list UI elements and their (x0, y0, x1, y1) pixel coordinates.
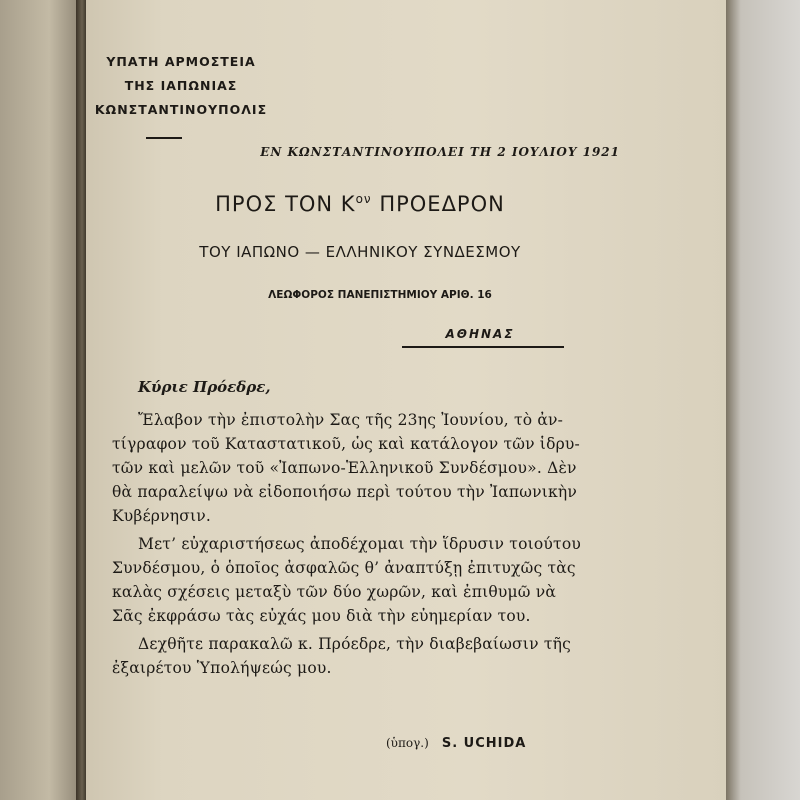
letterhead-line-2: ΤΗΣ ΙΑΠΩΝΙΑΣ (124, 78, 238, 93)
addressee-title-pre: ΠΡΟΣ ΤΟΝ Κ (215, 192, 356, 216)
addressee-title-post: ΠΡΟΕΔΡΟΝ (371, 192, 505, 216)
body-line: Συνδέσμου, ὁ ὁποῖος ἀσφαλῶς θ’ ἀναπτύξῃ ἐπιτυχῶς τὰς (112, 559, 576, 577)
body-line: Ἔλαβον τὴν ἐπιστολὴν Σας τῆς 23ης Ἰουνίου, τὸ ἀν- (138, 411, 564, 429)
letterhead-line-3: ΚΩΝΣΤΑΝΤΙΝΟΥΠΟΛΙΣ (94, 102, 268, 117)
date-line: ΕΝ ΚΩΝΣΤΑΝΤΙΝΟΥΠΟΛΕΙ ΤΗ 2 ΙΟΥΛΙΟΥ 1921 (260, 145, 620, 159)
signature-note: (ὑπογ.) (386, 736, 429, 750)
body-line: Κυβέρνησιν. (112, 507, 212, 525)
body-line: Σᾶς ἐκφράσω τὰς εὐχάς μου διὰ τὴν εὐημερίαν του. (112, 607, 531, 625)
body-line: τίγραφον τοῦ Καταστατικοῦ, ὡς καὶ κατάλογον τῶν ἱδρυ- (112, 435, 580, 453)
background-right (726, 0, 800, 800)
addressee-title (180, 192, 540, 216)
addressee-street: ΛΕΩΦΟΡΟΣ ΠΑΝΕΠΙΣΤΗΜΙΟΥ ΑΡΙΘ. 16 (268, 289, 492, 301)
letterhead-line-1: ΥΠΑΤΗ ΑΡΜΟΣΤΕΙΑ (106, 54, 256, 69)
body-line: τῶν καὶ μελῶν τοῦ «Ἰαπωνο-Ἑλληνικοῦ Συνδέσμου». Δὲν (112, 459, 577, 477)
body-line: Δεχθῆτε παρακαλῶ κ. Πρόεδρε, τὴν διαβεβαίωσιν τῆς (138, 635, 571, 653)
signature (386, 732, 526, 751)
document-page (86, 0, 726, 800)
body-line: ἐξαιρέτου Ὑπολήψεώς μου. (112, 659, 332, 677)
body-line: Μετ’ εὐχαριστήσεως ἀποδέχομαι τὴν ἵδρυσιν τοιούτου (138, 535, 581, 553)
addressee-organization: ΤΟΥ ΙΑΠΩΝΟ — ΕΛΛΗΝΙΚΟΥ ΣΥΝΔΕΣΜΟΥ (199, 243, 521, 261)
letter-body (112, 408, 632, 680)
addressee-title-sup: ον (355, 192, 372, 206)
signature-name: S. UCHIDA (441, 736, 527, 751)
left-page-edge (0, 0, 82, 800)
salutation: Κύριε Πρόεδρε, (138, 378, 271, 396)
letterhead (86, 50, 276, 122)
city-underline (402, 346, 564, 348)
body-line: καλὰς σχέσεις μεταξὺ τῶν δύο χωρῶν, καὶ ἐπιθυμῶ νὰ (112, 583, 557, 601)
letterhead-rule (146, 137, 182, 139)
addressee-city: ΑΘΗΝΑΣ (445, 327, 515, 341)
body-line: θὰ παραλείψω νὰ εἰδοποιήσω περὶ τούτου τὴν Ἰαπωνικὴν (112, 483, 578, 501)
